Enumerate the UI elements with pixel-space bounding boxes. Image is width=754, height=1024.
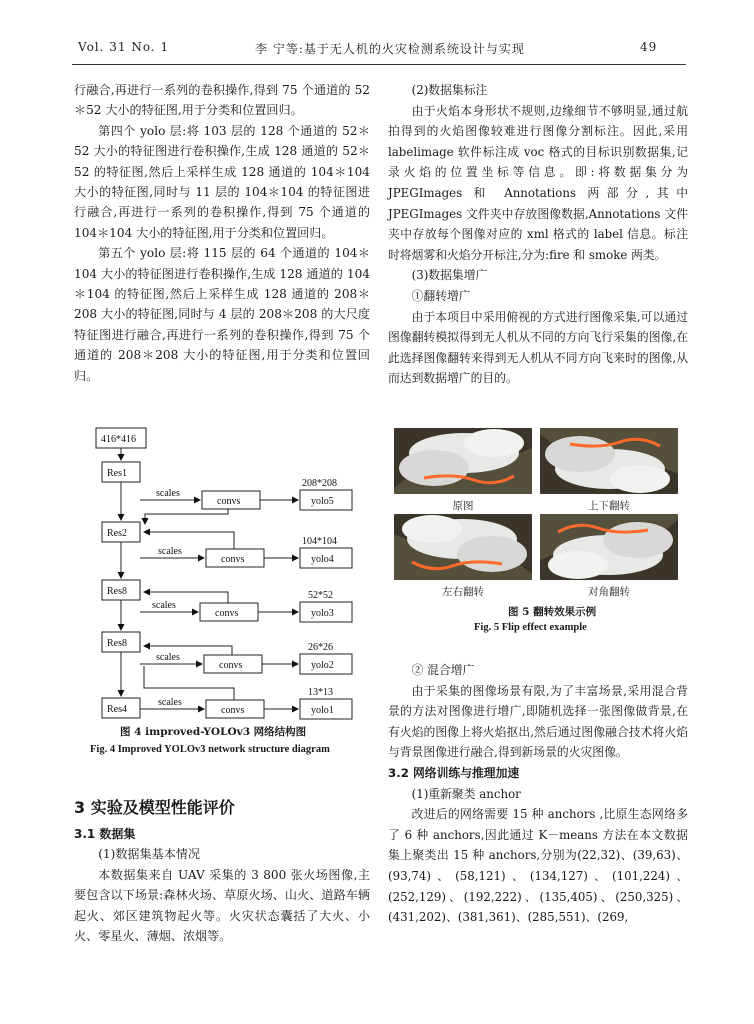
- aerial-fire-photo-vertical-flip: [540, 428, 678, 494]
- scales-label: scales: [158, 546, 182, 557]
- paragraph: 行融合,再进行一系列的卷积操作,得到 75 个通道的 52＊52 大小的特征图,用于分类和位置回归。: [74, 83, 370, 118]
- figure-4-caption-en: Fig. 4 Improved YOLOv3 network structure diagram: [90, 744, 330, 755]
- scales-label: scales: [156, 652, 180, 663]
- left-column: [74, 80, 370, 386]
- journal-volume: Vol. 31 No. 1: [78, 40, 170, 54]
- subsection-title: 3.2 网络训练与推理加速: [388, 765, 520, 780]
- res-label: Res8: [107, 586, 127, 597]
- convs-label: convs: [215, 608, 239, 619]
- page-number: 49: [640, 40, 658, 54]
- res-label: Res1: [107, 468, 127, 479]
- yolo-size-label: 13*13: [308, 687, 333, 698]
- yolo-size-label: 104*104: [302, 536, 337, 547]
- paragraph: (1)重新聚类 anchor: [411, 786, 521, 801]
- paragraph: 第五个 yolo 层:将 115 层的 64 个通道的 104＊104 大小的特征图进行卷积操作,生成 128 通道的 104＊104 的特征图,然后上采样生成 128 通道的 208＊208 大小的特征图,同时与 4 层的 208＊208 的大尺度特征图进行融合,再进行一系列的卷积操作,得到 75 个通道的 208＊208 大小的特征图,用于分类和位置回归。: [74, 246, 370, 383]
- section-3-1: [74, 824, 370, 946]
- paragraph: ② 混合增广: [411, 663, 475, 677]
- header-rule: [72, 64, 686, 65]
- network-diagram: [74, 420, 374, 720]
- res-label: Res4: [107, 704, 127, 715]
- yolo-size-label: 26*26: [308, 642, 333, 653]
- running-title: 李 宁等:基于无人机的火灾检测系统设计与实现: [255, 42, 525, 56]
- section-3-title: 3 实验及模型性能评价: [74, 798, 235, 817]
- photo-label: 对角翻转: [588, 586, 630, 598]
- aerial-fire-photo-original: [394, 428, 532, 494]
- paragraph: (3)数据集增广: [411, 268, 488, 283]
- scales-label: scales: [152, 600, 176, 611]
- right-column-bottom: [388, 660, 688, 928]
- yolo-label: yolo3: [311, 608, 334, 619]
- yolo-label: yolo2: [311, 660, 334, 671]
- paragraph: 改进后的网络需要 15 种 anchors ,比原生态网络多了 6 种 anchors,因此通过 K－means 方法在本文数据集上聚类出 15 种 anchors,分别为(22,32)、(39,63)、(93,74)、(58,121)、(134,127)、(101,224)、(252,129)、(192,222)、(135,405)、(250,325)、(431,202)、(381,361)、(285,551)、(269,: [388, 807, 688, 925]
- scales-label: scales: [158, 697, 182, 708]
- figure-5-caption-zh: 图 5 翻转效果示例: [508, 606, 597, 618]
- yolo-size-label: 52*52: [308, 590, 333, 601]
- convs-label: convs: [219, 660, 243, 671]
- convs-label: convs: [221, 554, 245, 565]
- aerial-fire-photo-horizontal-flip: [394, 514, 532, 580]
- paragraph: 本数据集来自 UAV 采集的 3 800 张火场图像,主要包含以下场景:森林火场、草原火场、山火、道路车辆起火、郊区建筑物起火等。火灾状态囊括了大火、小火、零星火、薄烟、浓烟等。: [74, 867, 370, 944]
- convs-label: convs: [217, 496, 241, 507]
- paragraph: ①翻转增广: [411, 288, 471, 303]
- yolo-label: yolo5: [311, 496, 334, 507]
- yolo-size-label: 208*208: [302, 478, 337, 489]
- input-size-label: 416*416: [101, 434, 136, 445]
- figure-4: [74, 420, 374, 760]
- scales-label: scales: [156, 488, 180, 499]
- paragraph: 由于本项目中采用俯视的方式进行图像采集,可以通过图像翻转模拟得到无人机从不同的方向飞行采集的图像,在此选择图像翻转来得到无人机从不同方向飞来时的图像,从而达到数据增广的目的。: [388, 309, 688, 386]
- subsection-title: 3.1 数据集: [74, 827, 136, 841]
- convs-label: convs: [221, 705, 245, 716]
- paragraph: 由于火焰本身形状不规则,边缘细节不够明显,通过航拍得到的火焰图像较难进行图像分割标注。因此,采用 labelimage 软件标注成 voc 格式的目标识别数据集,记录火焰的位置坐标等信息。即:将数据集分为 JPEGImages 和 Annotations 两部分,其中 JPEGImages 文件夹中存放图像数据,Annotations 文件夹中存放每个图像对应的 xml 格式的 label 信息。标注时将烟雾和火焰分开标注,分为:fire 和 smoke 两类。: [388, 103, 688, 262]
- figure-4-caption-zh: 图 4 improved-YOLOv3 网络结构图: [120, 726, 307, 738]
- paragraph: 第四个 yolo 层:将 103 层的 128 个通道的 52＊52 大小的特征图进行卷积操作,生成 128 通道的 52＊52 的特征图,然后上采样生成 128 通道的 104＊104 大小的特征图,同时与 11 层的 104＊104 的特征图进行融合,再进行一系列的卷积操作,得到 75 个通道的 104＊104 大小的特征图,用于分类和位置回归。: [74, 123, 370, 240]
- photo-label: 左右翻转: [442, 586, 484, 598]
- res-label: Res2: [107, 528, 127, 539]
- figure-5: [390, 428, 690, 638]
- photo-label: 原图: [452, 500, 474, 512]
- paragraph: (2)数据集标注: [411, 83, 488, 97]
- photo-label: 上下翻转: [588, 500, 630, 512]
- res-label: Res8: [107, 638, 127, 649]
- figure-5-caption-en: Fig. 5 Flip effect example: [474, 622, 587, 633]
- yolo-label: yolo4: [311, 554, 334, 565]
- aerial-fire-photo-diagonal-flip: [540, 514, 678, 580]
- paragraph: 由于采集的图像场景有限,为了丰富场景,采用混合背景的方法对图像进行增广,即随机选择一张图像做背景,在有火焰的图像上将火焰抠出,然后通过图像融合技术将火焰与背景图像进行融合,得到新场景的火灾图像。: [388, 683, 688, 760]
- right-column: [388, 80, 688, 389]
- paragraph: (1)数据集基本情况: [98, 847, 200, 862]
- yolo-label: yolo1: [311, 705, 334, 716]
